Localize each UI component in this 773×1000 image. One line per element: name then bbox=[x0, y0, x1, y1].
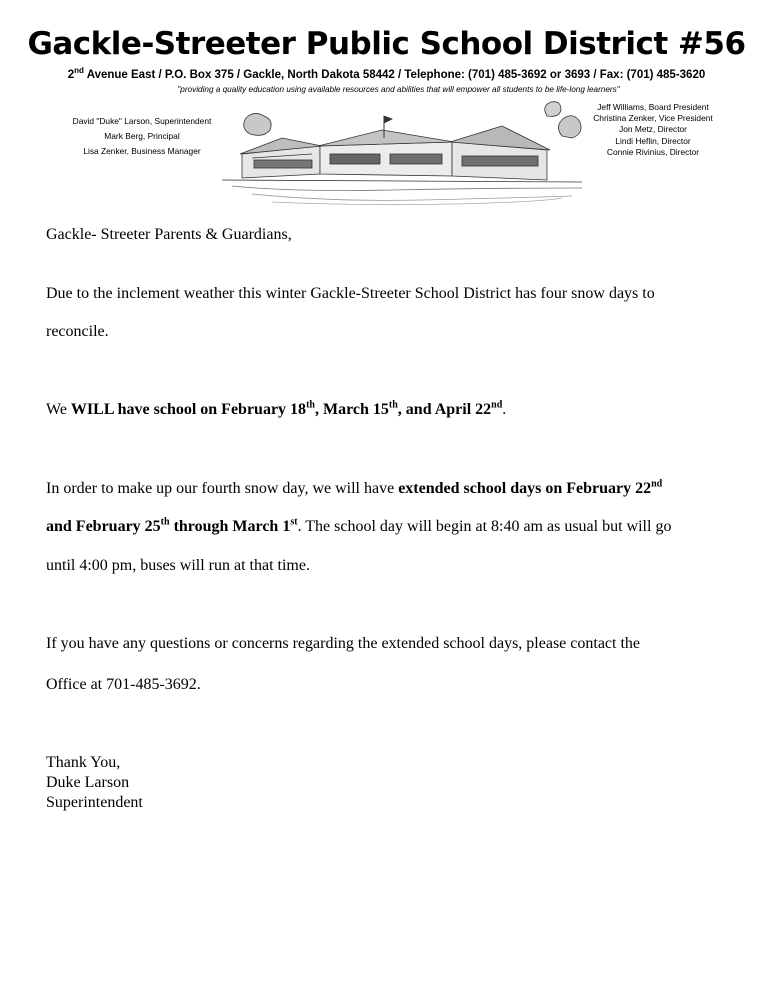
paragraph-extended-days-line: In order to make up our fourth snow day, we will have extended school days on February 22nd bbox=[46, 478, 663, 497]
district-title: Gackle-Streeter Public School District #56 bbox=[27, 26, 746, 62]
paragraph-snow-days-line: Due to the inclement weather this winter Gackle-Streeter School District has four snow days to bbox=[46, 285, 655, 302]
paragraph-extended-days-line: and February 25th through March 1st. The school day will begin at 8:40 am as usual but will go bbox=[46, 516, 672, 535]
signer-name: Duke Larson bbox=[46, 774, 130, 791]
school-building-sketch bbox=[212, 96, 592, 208]
letter-closing bbox=[46, 753, 143, 813]
board-members-list bbox=[568, 102, 738, 158]
paragraph-school-dates: We WILL have school on February 18th, March 15th, and April 22nd. bbox=[46, 399, 507, 418]
administrators-list bbox=[52, 114, 232, 159]
paragraph-extended-days-line: until 4:00 pm, buses will run at that time. bbox=[46, 557, 310, 574]
district-address: 2nd Avenue East / P.O. Box 375 / Gackle, North Dakota 58442 / Telephone: (701) 485-3692 or 3693 / Fax: (701) 485-3620 bbox=[67, 66, 706, 81]
letter-greeting: Gackle- Streeter Parents & Guardians, bbox=[46, 226, 292, 243]
district-motto: "providing a quality education using available resources and abilities that will empower all students to be life-long learners" bbox=[177, 85, 620, 94]
board-member: Jeff Williams, Board President bbox=[597, 102, 709, 112]
paragraph-snow-days-line: reconcile. bbox=[46, 323, 109, 340]
paragraph-contact-line: If you have any questions or concerns regarding the extended school days, please contact the bbox=[46, 635, 641, 652]
signer-title: Superintendent bbox=[46, 794, 143, 811]
board-member: Jon Metz, Director bbox=[619, 124, 687, 135]
board-member: Connie Rivinius, Director bbox=[606, 146, 700, 157]
paragraph-contact-line: Office at 701-485-3692. bbox=[46, 676, 201, 693]
administrator-name: David "Duke" Larson, Superintendent bbox=[72, 116, 212, 126]
closing-line: Thank You, bbox=[46, 754, 121, 771]
board-member: Christina Zenker, Vice President bbox=[593, 113, 713, 124]
administrator-name: Mark Berg, Principal bbox=[104, 131, 180, 141]
administrator-name: Lisa Zenker, Business Manager bbox=[83, 146, 201, 156]
board-member: Lindi Heflin, Director bbox=[615, 135, 691, 146]
